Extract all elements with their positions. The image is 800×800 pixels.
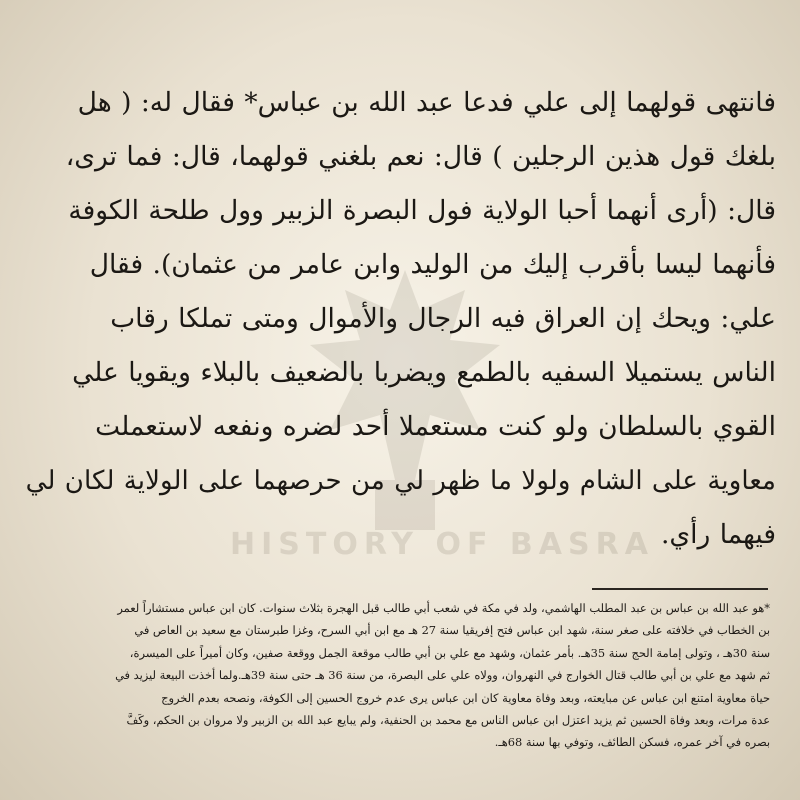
footnote-divider bbox=[592, 588, 768, 590]
text-line: قال: (أرى أنهما أحبا الولاية فول البصرة الزبير وول طلحة الكوفة bbox=[68, 195, 776, 226]
text-line: فانتهى قولهما إلى علي فدعا عبد الله بن عباس* فقال له: ( هل bbox=[77, 87, 776, 118]
footnote bbox=[30, 597, 770, 754]
footnote-line: بن الخطاب في خلافته على صغر سنة، شهد ابن عباس فتح إفريقيا سنة 27 هـ مع ابن أبي السرح، وغزا طبرستان مع سعيد بن العاص في bbox=[134, 623, 770, 638]
footnote-line: سنة 30هـ ، وتولى إمامة الحج سنة 35هـ. بأمر عثمان، وشهد مع علي بن أبي طالب موقعة الجمل ووقعة صفين، وكان أميراً على الميسرة، bbox=[129, 645, 770, 660]
footnote-line: *هو عبد الله بن عباس بن عبد المطلب الهاشمي، ولد في مكة في شعب أبي طالب قبل الهجرة بثلاث سنوات. كان ابن عباس مستشاراً لعمر bbox=[117, 601, 770, 615]
footnote-line: عدة مرات، وبعد وفاة الحسين ثم يزيد اعتزل ابن عباس الناس مع محمد بن الحنفية، ولم يبايع عبد الله بن الزبير ولا مروان بن الحكم، وكَفَّ bbox=[126, 713, 770, 728]
watermark-text: HISTORY OF BASRA bbox=[230, 527, 654, 562]
footnote-line: بصره في آخر عمره، فسكن الطائف، وتوفي بها سنة 68هـ. bbox=[494, 735, 770, 750]
text-line: بلغك قول هذين الرجلين ) قال: نعم بلغني قولهما، قال: فما ترى، bbox=[65, 141, 776, 172]
text-line: فأنهما ليسا بأقرب إليك من الوليد وابن عامر من عثمان). فقال bbox=[89, 249, 776, 280]
text-line: معاوية على الشام ولولا ما ظهر لي من حرصهما على الولاية لكان لي bbox=[25, 466, 776, 496]
text-line: الناس يستميلا السفيه بالطمع ويضربا بالضعيف بالبلاء ويقويا علي bbox=[72, 357, 776, 388]
footnote-line: حياة معاوية امتنع ابن عباس عن مبايعته، وبعد وفاة معاوية كان ابن عباس يرى عدم خروج الحسين إلى الكوفة، ونصحه بعدم الخروج bbox=[161, 690, 770, 705]
footnote-line: ثم شهد مع علي بن أبي طالب قتال الخوارج في النهروان، وولاه علي على البصرة، من سنة 36 هـ حتى سنة 39هـ.ولما أخذت البيعة ليزيد في bbox=[115, 668, 770, 683]
main-text bbox=[24, 76, 776, 562]
text-line: علي: ويحك إن العراق فيه الرجال والأموال ومتى تملكا رقاب bbox=[110, 303, 776, 334]
text-line: القوي بالسلطان ولو كنت مستعملا أحد لضره ونفعه لاستعملت bbox=[95, 411, 776, 442]
text-line: فيهما رأي. bbox=[660, 519, 776, 550]
